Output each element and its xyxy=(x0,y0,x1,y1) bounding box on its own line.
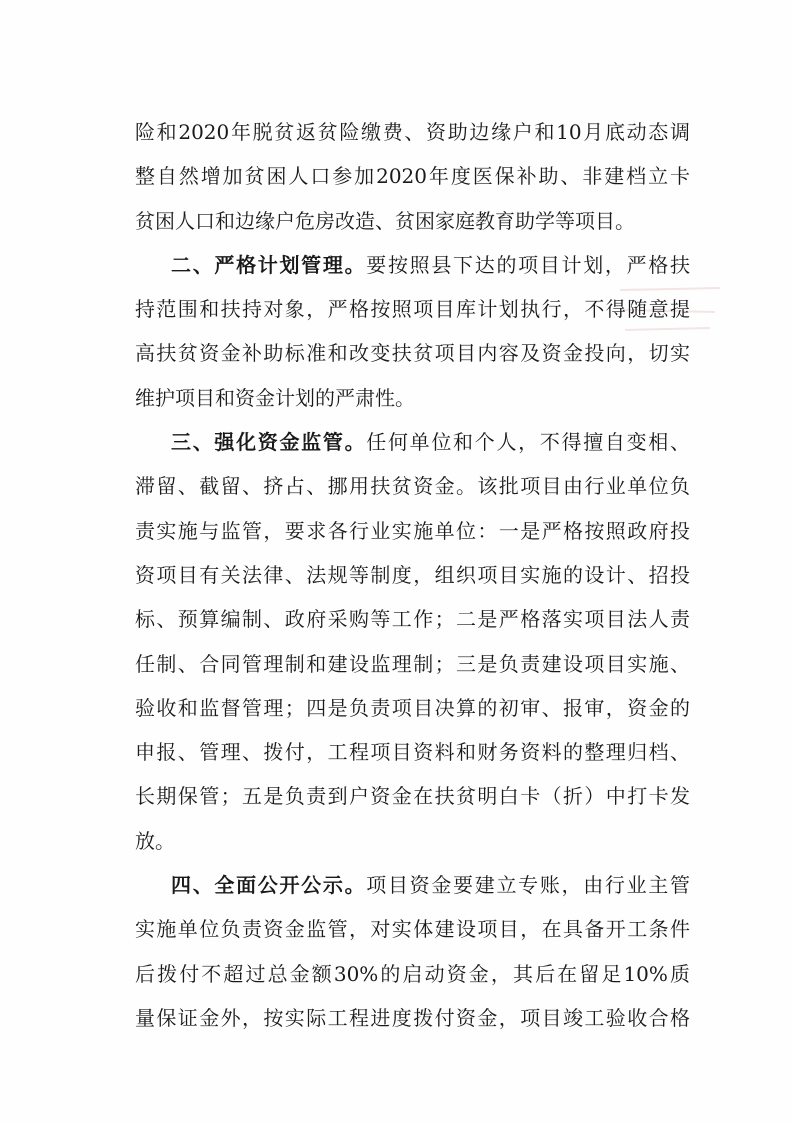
section4-line-2: 实施单位负责资金监管，对实体建设项目，在具备开工条件 xyxy=(135,917,690,942)
section3-line-8: 申报、管理、拨付，工程项目资料和财务资料的整理归档、 xyxy=(135,740,690,765)
section3-line-2: 滞留、截留、挤占、挪用扶贫资金。该批项目由行业单位负 xyxy=(135,474,690,499)
section3-heading: 三、强化资金监管。 xyxy=(171,430,367,455)
section4-line-4: 量保证金外，按实际工程进度拨付资金，项目竣工验收合格 xyxy=(135,1005,690,1030)
section3-line-1 xyxy=(135,420,690,464)
section3-line-5: 标、预算编制、政府采购等工作；二是严格落实项目法人责 xyxy=(135,607,690,632)
section2-line-2: 持范围和扶持对象，严格按照项目库计划执行，不得随意提 xyxy=(135,297,690,322)
section3-line-9: 长期保管；五是负责到户资金在扶贫明白卡（折）中打卡发 xyxy=(135,784,690,809)
para1-line-1: 险和2020年脱贫返贫险缴费、资助边缘户和10月底动态调 xyxy=(135,120,690,144)
section3-line-6: 任制、合同管理制和建设监理制；三是负责建设项目实施、 xyxy=(135,651,690,676)
section2-line-3: 高扶贫资金补助标准和改变扶贫项目内容及资金投向，切实 xyxy=(135,341,690,366)
document-body xyxy=(135,110,690,1040)
section3-line-10: 放。 xyxy=(135,828,175,853)
section2-line-4: 维护项目和资金计划的严肃性。 xyxy=(135,385,415,410)
section3-line-4: 资项目有关法律、法规等制度，组织项目实施的设计、招投 xyxy=(135,562,690,587)
section3-line-3: 责实施与监管，要求各行业实施单位：一是严格按照政府投 xyxy=(135,518,690,543)
section4-text-1: 项目资金要建立专账，由行业主管 xyxy=(366,873,691,898)
section3-line-7: 验收和监督管理；四是负责项目决算的初审、报审，资金的 xyxy=(135,695,690,720)
para1-line-3: 贫困人口和边缘户危房改造、贫困家庭教育助学等项目。 xyxy=(135,208,635,233)
section4-heading: 四、全面公开公示。 xyxy=(171,873,367,898)
section3-text-1: 任何单位和个人，不得擅自变相、 xyxy=(366,430,691,455)
section2-text-1: 要按照县下达的项目计划，严格扶 xyxy=(366,252,691,277)
section2-heading: 二、严格计划管理。 xyxy=(171,252,367,277)
section4-line-1 xyxy=(135,863,690,907)
section2-line-1 xyxy=(135,243,690,287)
para1-line-2: 整自然增加贫困人口参加2020年度医保补助、非建档立卡 xyxy=(135,164,690,189)
section4-line-3: 后拨付不超过总金额30%的启动资金，其后在留足10%质 xyxy=(135,961,690,986)
